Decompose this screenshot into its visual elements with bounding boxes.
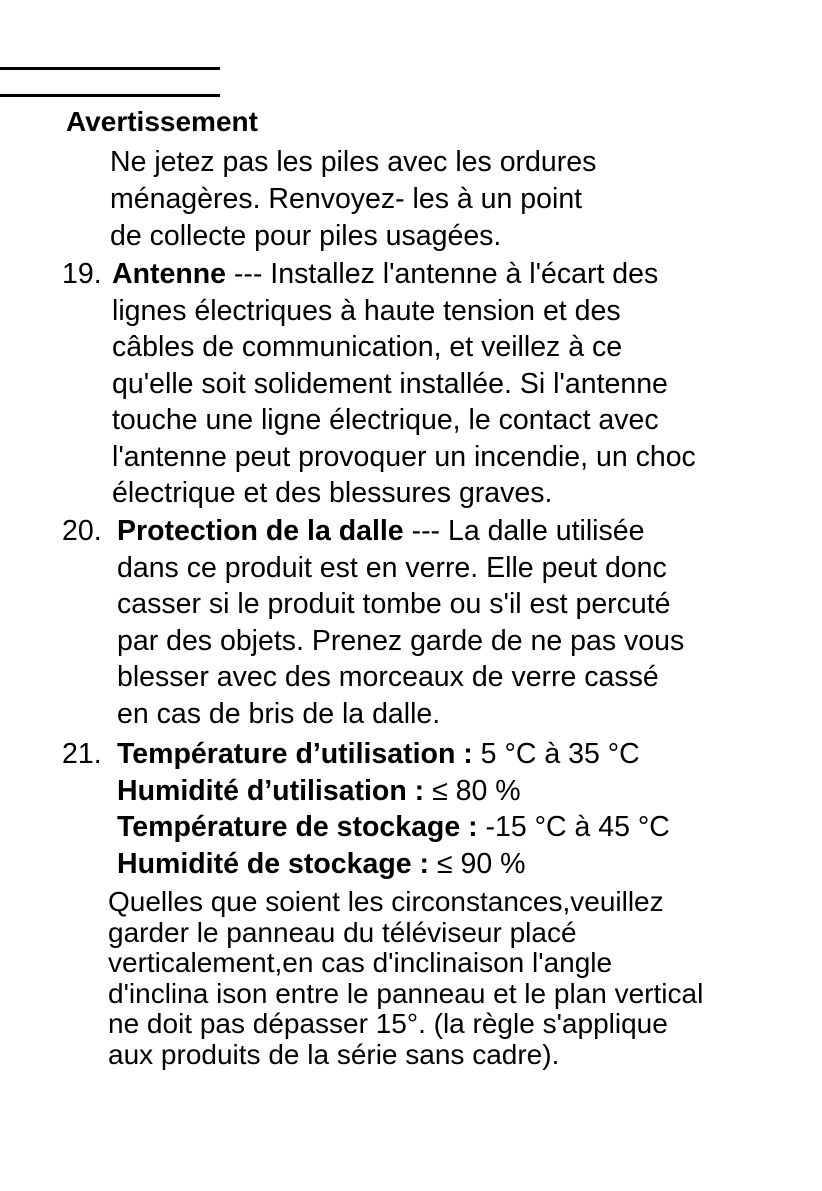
spec-label: Température de stockage : <box>117 811 478 843</box>
spec-storage-humidity <box>117 846 670 883</box>
item-number: 21. <box>62 738 102 770</box>
item-heading: Protection de la dalle <box>117 515 404 547</box>
item-line: dans ce produit est en verre. Elle peut donc <box>117 551 667 584</box>
spec-value: -15 °C à 45 °C <box>477 811 670 843</box>
item-number: 19. <box>62 258 102 290</box>
header-rule-bottom <box>0 94 220 97</box>
header-rule-top <box>0 67 220 70</box>
warning-line: ménagères. Renvoyez- les à un point <box>110 183 583 215</box>
spec-operating-humidity <box>117 773 670 810</box>
spec-value: 5 °C à 35 °C <box>472 738 640 770</box>
spec-value: ≤ 90 % <box>428 847 526 880</box>
note-line: aux produits de la série sans cadre). <box>108 1038 560 1070</box>
item-line: casser si le produit tombe ou s'il est percuté <box>117 588 671 620</box>
spec-label: Humidité de stockage : <box>117 847 429 880</box>
item-line: en cas de bris de la dalle. <box>117 697 441 730</box>
warning-text <box>110 144 596 255</box>
warning-line: de collecte pour piles usagées. <box>110 220 502 252</box>
item-line: touche une ligne électrique, le contact avec <box>112 404 659 436</box>
spec-storage-temperature <box>117 809 670 846</box>
item-line: câbles de communication, et veillez à ce <box>112 331 623 363</box>
warning-line: Ne jetez pas les piles avec les ordures <box>110 146 597 178</box>
tilt-note <box>108 887 703 1070</box>
item-line: qu'elle soit solidement installée. Si l'antenne <box>112 367 668 400</box>
note-line: verticalement,en cas d'inclinaison l'angle <box>108 947 613 978</box>
item-line: blesser avec des morceaux de verre cassé <box>117 661 659 693</box>
item-line: lignes électriques à haute tension et des <box>112 294 621 327</box>
spec-label: Température d’utilisation : <box>117 738 473 770</box>
item-first-rest: --- Installez l'antenne à l'écart des <box>226 258 659 290</box>
warning-title: Avertissement <box>66 106 258 137</box>
item-body <box>117 513 684 732</box>
item-first-line <box>112 256 696 293</box>
item-first-rest: --- La dalle utilisée <box>403 515 645 547</box>
item-line: par des objets. Prenez garde de ne pas vous <box>117 624 685 657</box>
item-number: 20. <box>62 515 102 547</box>
item-line: l'antenne peut provoquer un incendie, un choc <box>112 440 696 473</box>
item-body <box>117 736 670 882</box>
note-line: ne doit pas dépasser 15°. (la règle s'applique <box>108 1008 668 1039</box>
note-line: Quelles que soient les circonstances,veuillez <box>108 886 664 917</box>
spec-operating-temperature <box>117 736 670 773</box>
item-line: électrique et des blessures graves. <box>112 477 553 509</box>
item-first-line <box>117 513 684 550</box>
note-line: garder le panneau du téléviseur placé <box>108 916 577 948</box>
spec-label: Humidité d’utilisation : <box>117 774 425 807</box>
item-body <box>112 256 696 512</box>
item-heading: Antenne <box>112 258 226 290</box>
note-line: d'inclina ison entre le panneau et le plan vertical <box>108 977 704 1009</box>
spec-value: ≤ 80 % <box>424 774 521 807</box>
